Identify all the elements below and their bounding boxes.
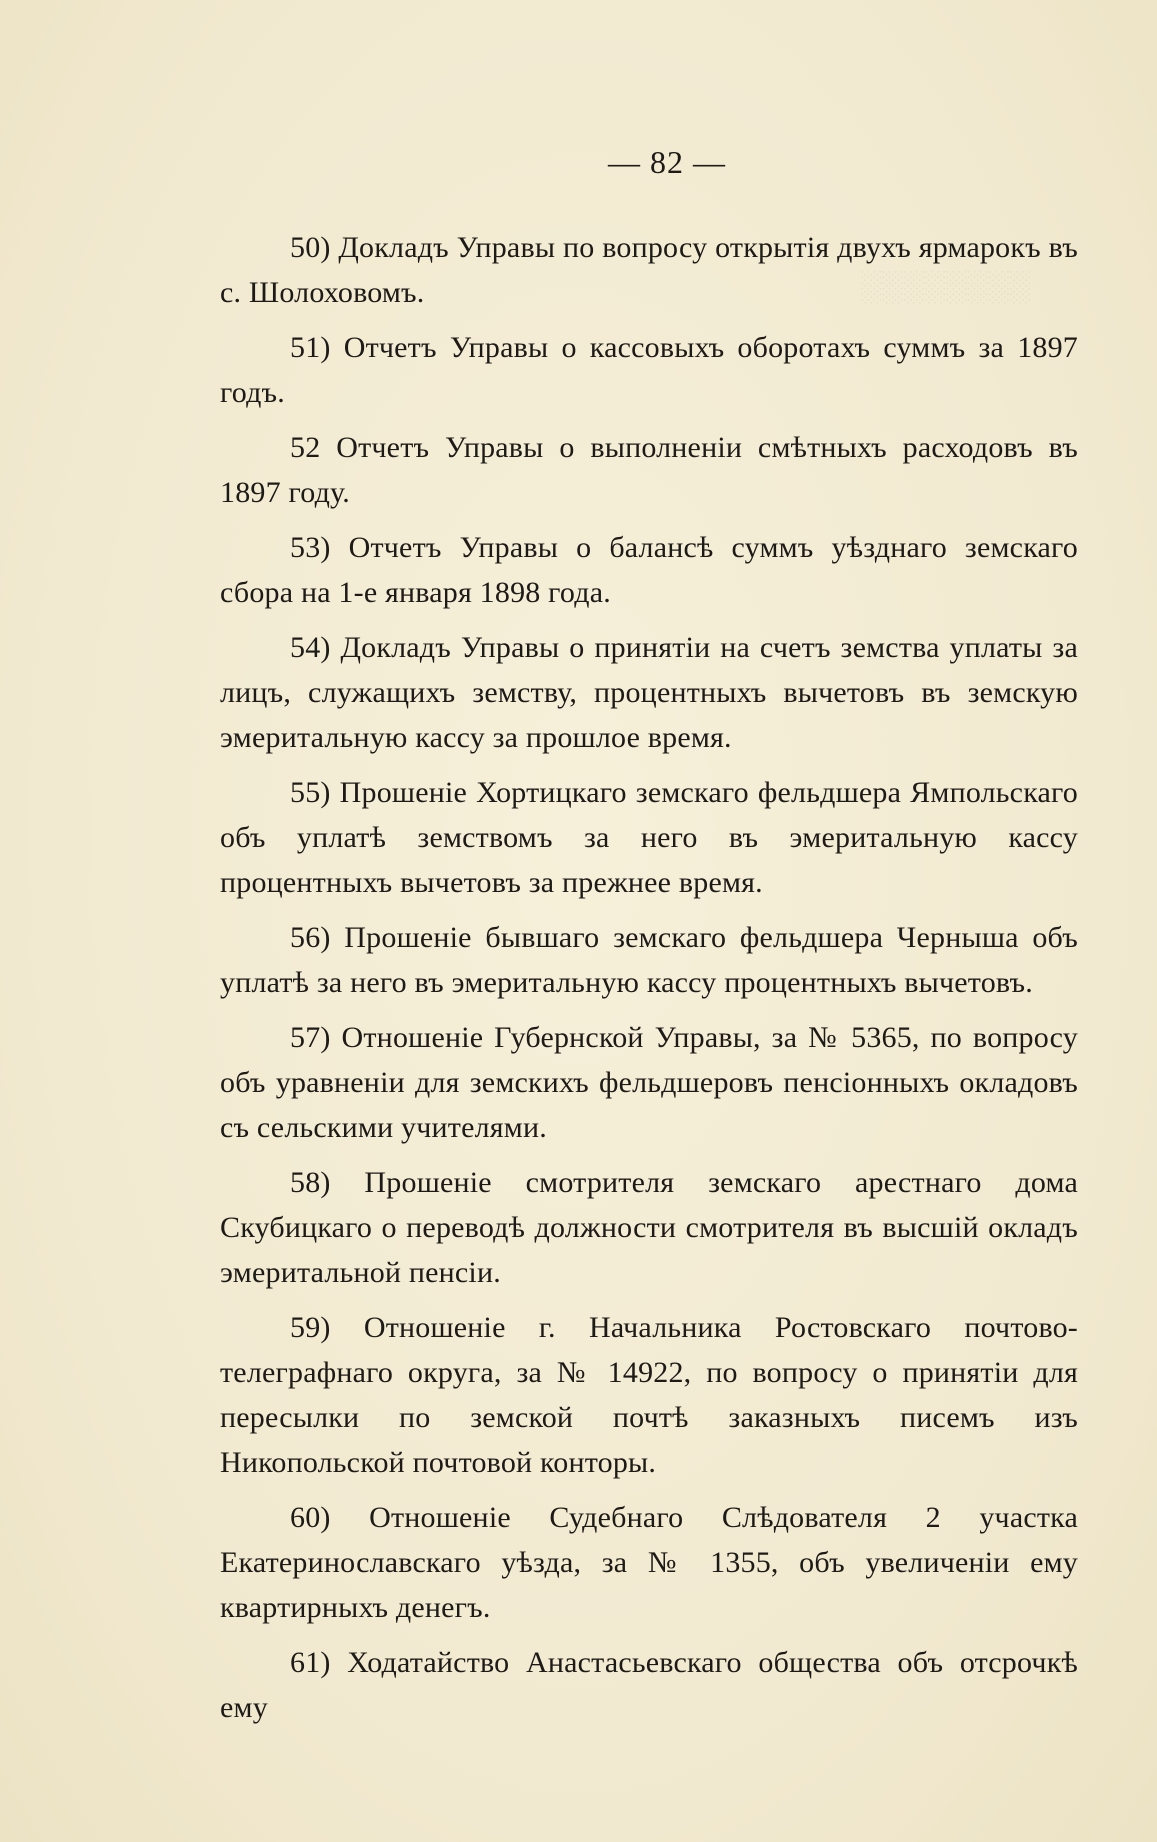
page-number: — 82 — bbox=[608, 144, 726, 180]
paragraph-60: 60) Отношеніе Судебнаго Слѣдователя 2 участка Екатеринославскаго уѣзда, за № 1355, объ увеличеніи ему квартирныхъ денегъ. bbox=[220, 1501, 1078, 1624]
paragraph-59: 59) Отношеніе г. Начальника Ростовскаго почтово-телеграфнаго округа, за № 14922, по вопросу о принятіи для пересылки по земской почтѣ заказныхъ писемъ изъ Никопольской почтовой конторы. bbox=[220, 1311, 1078, 1479]
page-content bbox=[220, 140, 1078, 1740]
paragraph-50: 50) Докладъ Управы по вопросу открытія двухъ ярмарокъ въ с. Шолоховомъ. bbox=[220, 231, 1078, 309]
paragraph-61: 61) Ходатайство Анастасьевскаго общества объ отсрочкѣ ему bbox=[220, 1646, 1078, 1724]
paragraph-51: 51) Отчетъ Управы о кассовыхъ оборотахъ суммъ за 1897 годъ. bbox=[220, 331, 1078, 409]
paragraph-56: 56) Прошеніе бывшаго земскаго фельдшера Черныша объ уплатѣ за него въ эмеритальную кассу процентныхъ вычетовъ. bbox=[220, 921, 1078, 999]
paragraph-55: 55) Прошеніе Хортицкаго земскаго фельдшера Ямпольскаго объ уплатѣ земствомъ за него въ эмеритальную кассу процентныхъ вычетовъ за прежнее время. bbox=[220, 776, 1078, 899]
paragraph-54: 54) Докладъ Управы о принятіи на счетъ земства уплаты за лицъ, служащихъ земству, процентныхъ вычетовъ въ земскую эмеритальную кассу за прошлое время. bbox=[220, 631, 1078, 754]
paragraph-57: 57) Отношеніе Губернской Управы, за № 5365, по вопросу объ уравненіи для земскихъ фельдшеровъ пенсіонныхъ окладовъ съ сельскими учителями. bbox=[220, 1021, 1078, 1144]
bleed-through-text: ░░░░░░░░ bbox=[860, 270, 1031, 303]
paragraph-53: 53) Отчетъ Управы о балансѣ суммъ уѣзднаго земскаго сбора на 1-е января 1898 года. bbox=[220, 531, 1078, 609]
paragraph-52: 52 Отчетъ Управы о выполненіи смѣтныхъ расходовъ въ 1897 году. bbox=[220, 431, 1078, 509]
paragraph-58: 58) Прошеніе смотрителя земскаго арестнаго дома Скубицкаго о переводѣ должности смотрителя въ высшій окладъ эмеритальной пенсіи. bbox=[220, 1166, 1078, 1289]
